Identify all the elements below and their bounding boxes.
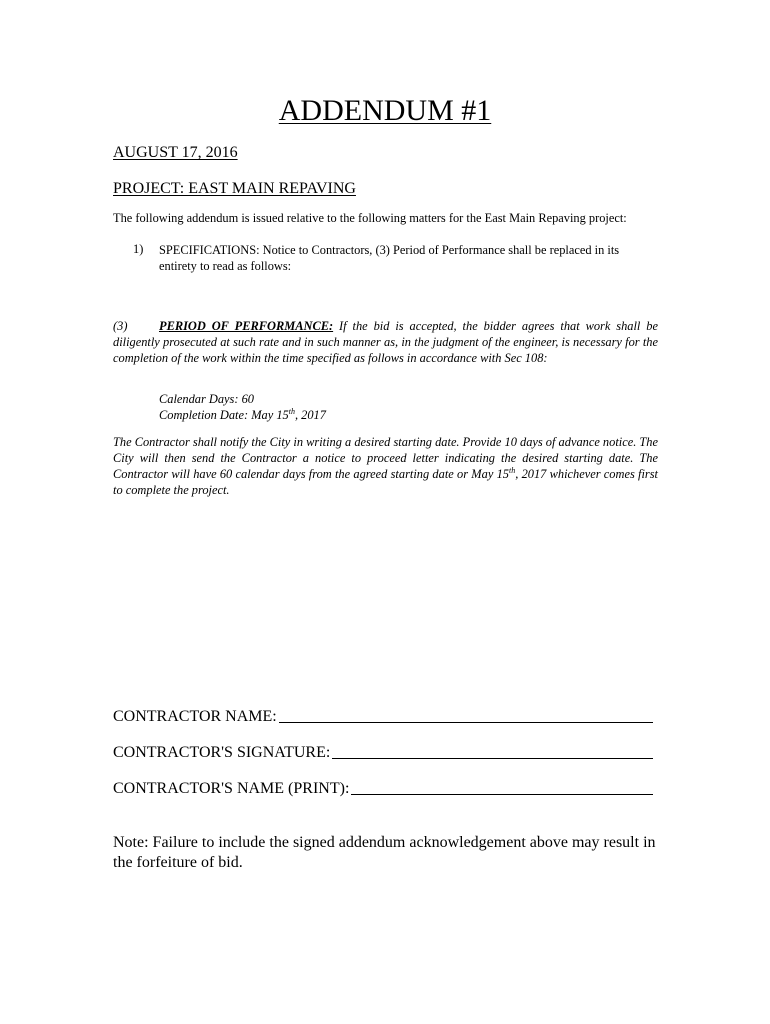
completion-date-text: Completion Date: May 15 bbox=[159, 408, 289, 422]
contractor-signature-line[interactable] bbox=[332, 744, 653, 759]
intro-paragraph: The following addendum is issued relative to the following matters for the East Main Repaving project: bbox=[113, 211, 627, 225]
period-of-performance-paragraph bbox=[113, 318, 658, 366]
completion-date-year: , 2017 bbox=[294, 408, 326, 422]
section-number: (3) bbox=[113, 319, 128, 333]
contractor-print-name-label: CONTRACTOR'S NAME (PRINT): bbox=[113, 780, 350, 797]
contractor-print-name-line[interactable] bbox=[351, 780, 653, 795]
notice-text-end: , 2017 whichever comes first to complete the project. bbox=[113, 467, 659, 497]
notice-paragraph bbox=[113, 434, 658, 498]
calendar-days: Calendar Days: 60 bbox=[159, 392, 254, 406]
specifications-item: SPECIFICATIONS: Notice to Contractors, (3) Period of Performance shall be replaced in its entirety to read as follows: bbox=[159, 243, 620, 273]
note-paragraph: Note: Failure to include the signed addendum acknowledgement above may result in the forfeiture of bid. bbox=[113, 834, 656, 871]
contractor-signature-field bbox=[113, 744, 653, 762]
project-name: PROJECT: EAST MAIN REPAVING bbox=[113, 180, 356, 197]
completion-date-sup: th bbox=[288, 406, 295, 416]
notice-sup: th bbox=[508, 465, 516, 475]
notice-text: The Contractor shall notify the City in writing a desired starting date. Provide 10 days of advance notice. The City will then send the Contractor a notice to proceed letter indicating the desired starting date. The Contractor will have 60 calendar days from the agreed starting date or May 15 bbox=[113, 435, 658, 481]
calendar-block bbox=[159, 391, 326, 423]
contractor-name-label: CONTRACTOR NAME: bbox=[113, 708, 277, 725]
contractor-print-name-field bbox=[113, 780, 653, 798]
document-title: ADDENDUM #1 bbox=[278, 94, 492, 127]
section-heading: PERIOD OF PERFORMANCE: bbox=[159, 319, 334, 333]
contractor-name-field bbox=[113, 708, 653, 726]
contractor-signature-label: CONTRACTOR'S SIGNATURE: bbox=[113, 744, 331, 761]
contractor-name-line[interactable] bbox=[279, 708, 653, 723]
section-body: If the bid is accepted, the bidder agrees that work shall be diligently prosecuted at such rate and in such manner as, in the judgment of the engineer, is necessary for the completion of the work within the time specified as follows in accordance with Sec 108: bbox=[113, 319, 658, 365]
item-number: 1) bbox=[133, 242, 144, 256]
completion-date bbox=[159, 407, 326, 423]
addendum-date: AUGUST 17, 2016 bbox=[113, 144, 238, 161]
